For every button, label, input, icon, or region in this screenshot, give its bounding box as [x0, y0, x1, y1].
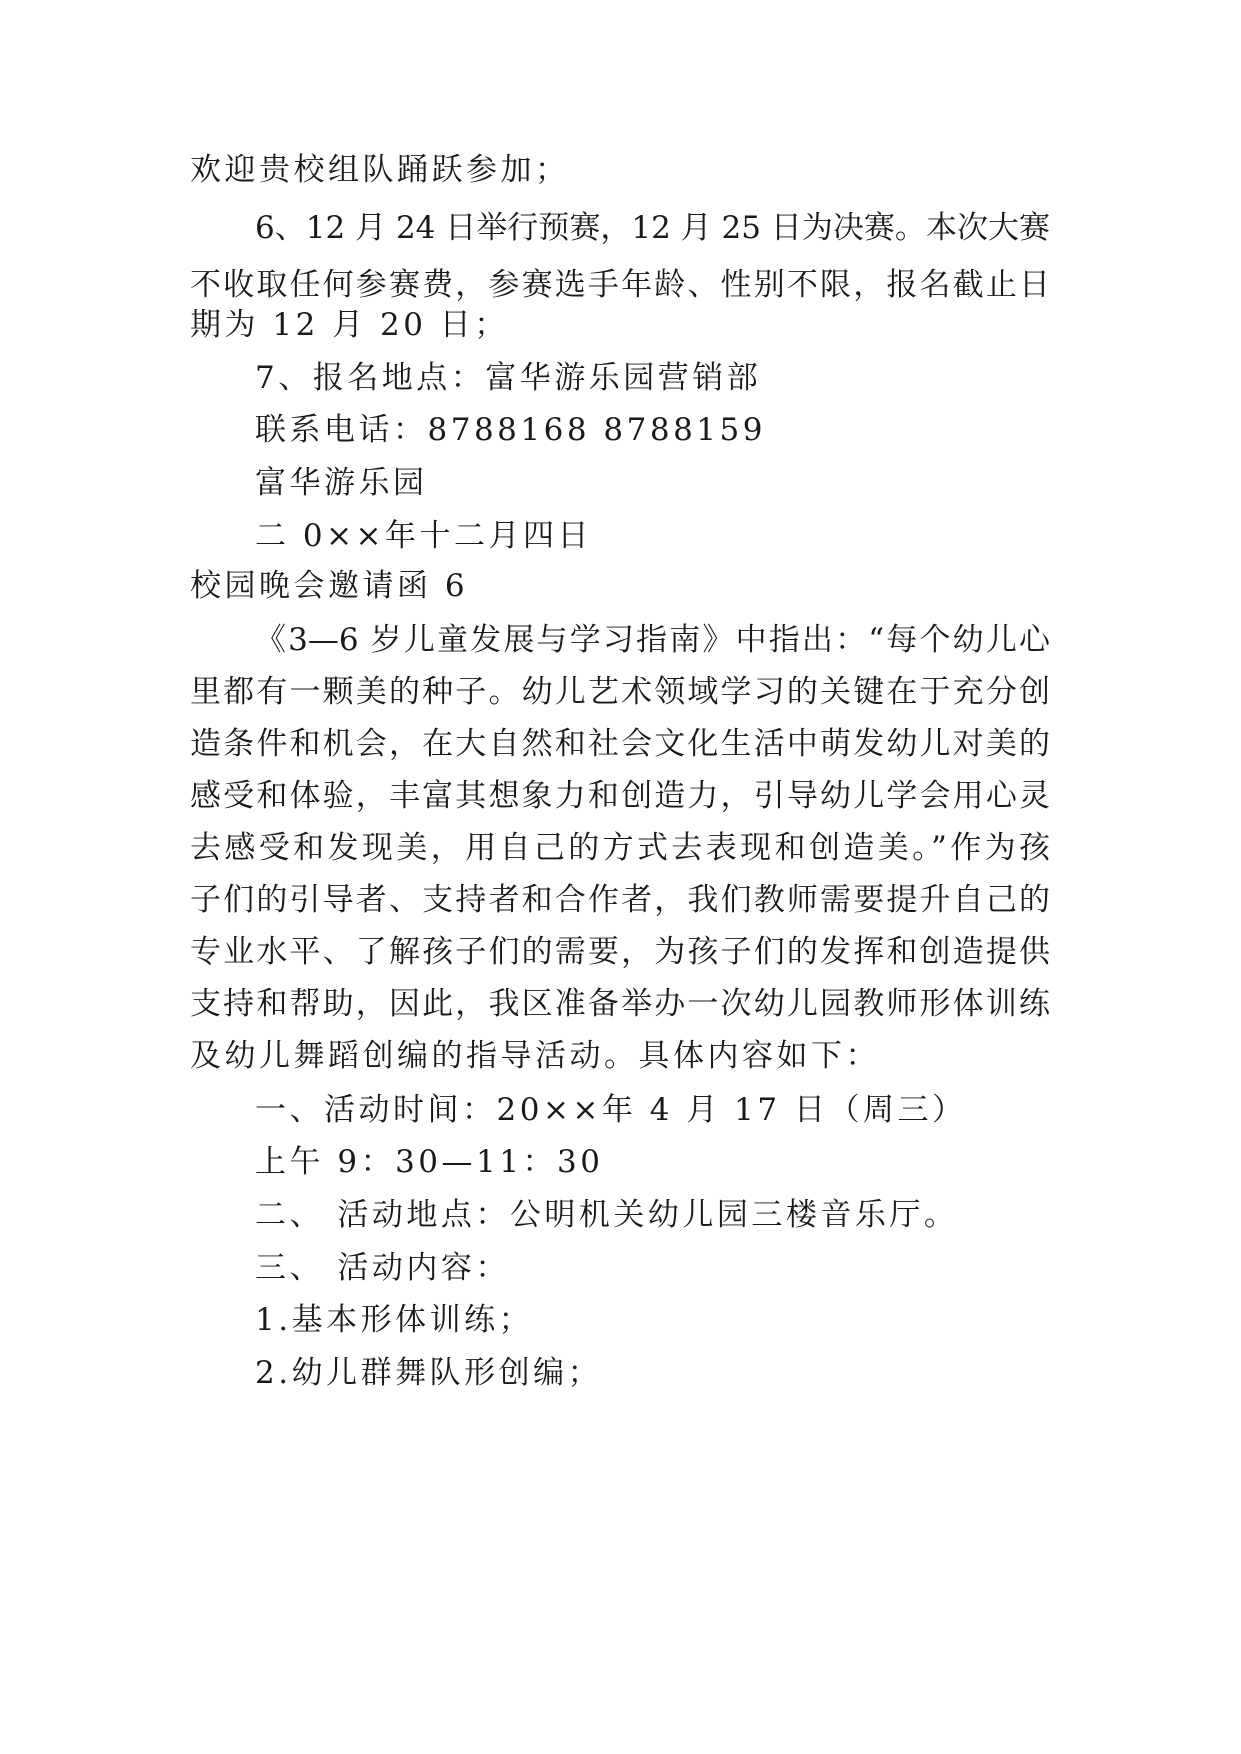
text-line-activity-location: 二、 活动地点：公明机关幼儿园三楼音乐厅。: [255, 1197, 959, 1233]
text-line-paragraph-7: 专业水平、了解孩子们的需要，为孩子们的发挥和创造提供: [190, 934, 1050, 970]
text-line-paragraph-9: 及幼儿舞蹈创编的指导活动。具体内容如下：: [190, 1038, 880, 1074]
text-line-organizer: 富华游乐园: [255, 465, 428, 501]
text-line-paragraph-6: 子们的引导者、支持者和合作者，我们教师需要提升自己的: [190, 882, 1050, 918]
text-line-paragraph-8: 支持和帮助，因此，我区准备举办一次幼儿园教师形体训练: [190, 986, 1050, 1022]
text-line-item-6: 6、12 月 24 日举行预赛，12 月 25 日为决赛。本次大赛: [255, 210, 1050, 246]
text-line-content-item-2: 2.幼儿群舞队形创编；: [255, 1355, 603, 1391]
text-line-paragraph-4: 感受和体验，丰富其想象力和创造力，引导幼儿学会用心灵: [190, 778, 1050, 814]
text-line-activity-hours: 上午 9：30—11：30: [255, 1144, 604, 1180]
text-line-welcome: 欢迎贵校组队踊跃参加；: [190, 152, 570, 188]
text-line-guide-quote: 《3—6 岁儿童发展与学习指南》中指出：“每个幼儿心: [255, 622, 1050, 658]
text-line-date: 二 0××年十二月四日: [255, 518, 593, 554]
text-line-activity-content: 三、 活动内容：: [255, 1250, 510, 1286]
text-line-deadline: 期为 12 月 20 日；: [190, 307, 509, 343]
text-line-activity-time: 一、活动时间：20××年 4 月 17 日（周三）: [255, 1092, 967, 1128]
text-line-content-item-1: 1.基本形体训练；: [255, 1302, 534, 1338]
text-line-paragraph-3: 造条件和机会，在大自然和社会文化生活中萌发幼儿对美的: [190, 726, 1050, 762]
section-heading: 校园晚会邀请函 6: [190, 568, 469, 604]
text-line-signup-location: 7、报名地点：富华游乐园营销部: [255, 360, 762, 396]
text-line-fee-info: 不收取任何参赛费，参赛选手年龄、性别不限，报名截止日: [190, 267, 1050, 303]
text-line-phone: 联系电话：8788168 8788159: [255, 412, 766, 448]
text-line-paragraph-5: 去感受和发现美，用自己的方式去表现和创造美。”作为孩: [190, 830, 1050, 866]
text-line-paragraph-2: 里都有一颗美的种子。幼儿艺术领域学习的关键在于充分创: [190, 674, 1050, 710]
